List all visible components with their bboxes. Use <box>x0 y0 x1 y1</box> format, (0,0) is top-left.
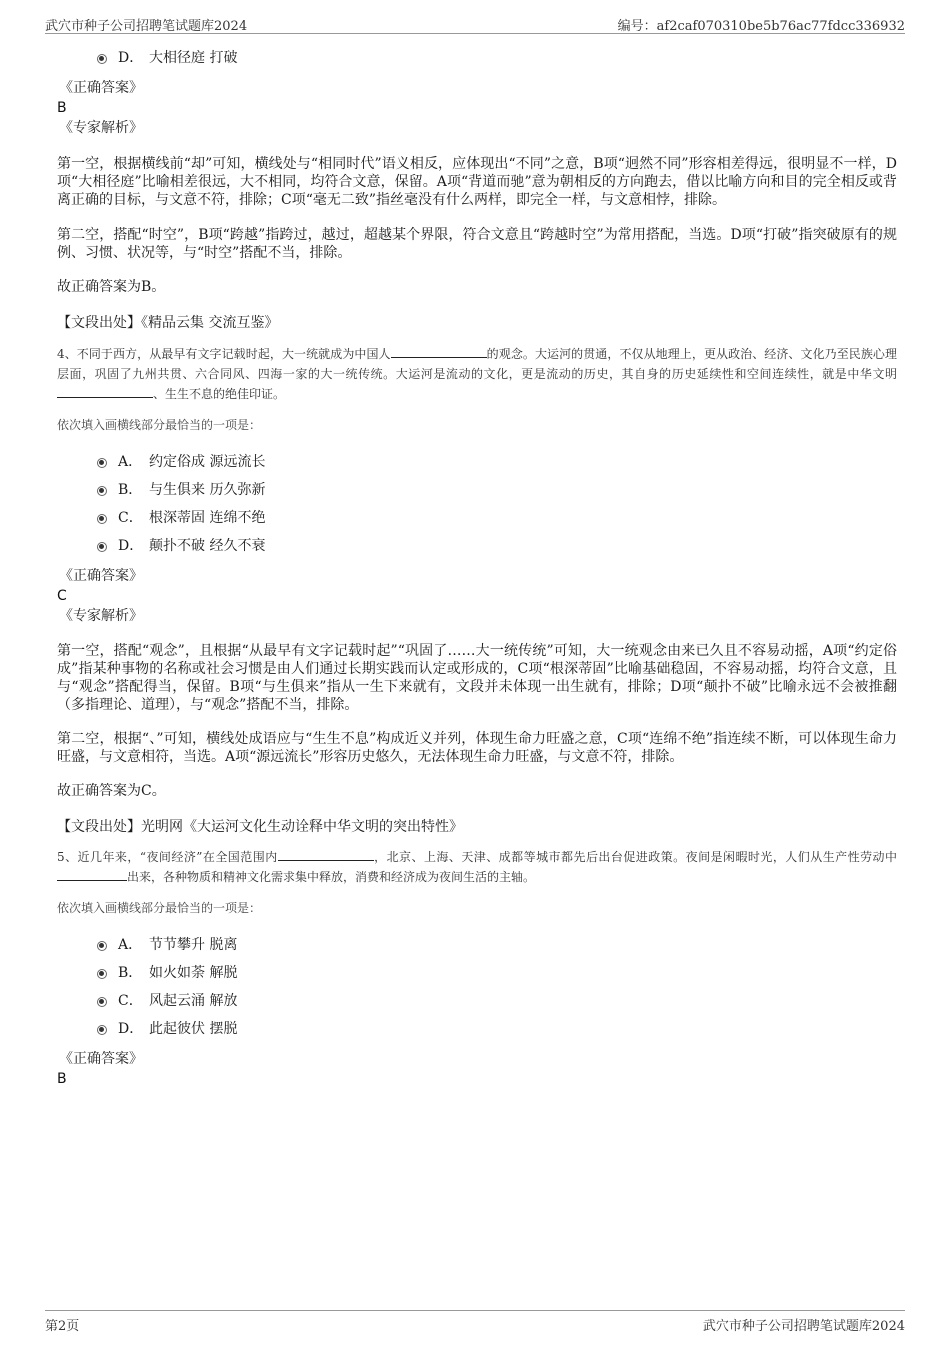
stem-part: 5、近几年来，“夜间经济”在全国范围内 <box>57 850 278 864</box>
analysis-conclusion: 故正确答案为B。 <box>57 279 166 295</box>
correct-answer-label: 《正确答案》 <box>59 80 143 96</box>
option-text: 风起云涌 解放 <box>149 993 238 1009</box>
answer-blank <box>278 848 374 861</box>
q5-option-a[interactable] <box>57 931 897 959</box>
header-doc-id: 编号：af2caf070310be5b76ac77fdcc336932 <box>617 19 905 34</box>
source-citation: 【文段出处】光明网《大运河文化生动诠释中华文明的突出特性》 <box>57 819 463 835</box>
q4-option-b[interactable] <box>57 476 897 504</box>
analysis-paragraph: 第二空，根据“、”可知，横线处成语应与“生生不息”构成近义并列，体现生命力旺盛之意，C项“连绵不绝”指连续不断，可以体现生命力旺盛，与文意相符，当选。A项“源远流长”形容历史悠久，无法体现生命力旺盛，与文意不符，排除。 <box>57 731 897 765</box>
question-stem <box>57 847 897 887</box>
correct-answer-label: 《正确答案》 <box>59 1051 143 1067</box>
answer-blank <box>57 385 153 398</box>
question-prompt: 依次填入画横线部分最恰当的一项是： <box>57 901 262 915</box>
header-title: 武穴市种子公司招聘笔试题库2024 <box>45 19 248 34</box>
expert-analysis-label: 《专家解析》 <box>59 120 143 136</box>
answer-blank <box>391 345 487 358</box>
source-citation: 【文段出处】《精品云集 交流互鉴》 <box>57 315 279 331</box>
analysis-conclusion: 故正确答案为C。 <box>57 783 166 799</box>
q5-option-d[interactable] <box>57 1015 897 1043</box>
option-letter: D． <box>118 538 144 554</box>
q4-option-a[interactable] <box>57 448 897 476</box>
q4-option-c[interactable] <box>57 504 897 532</box>
radio-icon[interactable] <box>97 54 107 64</box>
option-letter: C． <box>118 510 143 526</box>
correct-answer-value: B <box>57 1071 67 1087</box>
option-text: 此起彼伏 摆脱 <box>149 1021 238 1037</box>
radio-icon[interactable] <box>97 941 107 951</box>
analysis-paragraph: 第二空，搭配“时空”，B项“跨越”指跨过，越过，超越某个界限，符合文意且“跨越时空”为常用搭配，当选。D项“打破”指突破原有的规例、习惯、状况等，与“时空”搭配不当，排除。 <box>57 227 897 261</box>
radio-icon[interactable] <box>97 458 107 468</box>
stem-part: 、生生不息的绝佳印证。 <box>153 387 286 401</box>
radio-icon[interactable] <box>97 486 107 496</box>
radio-icon[interactable] <box>97 542 107 552</box>
radio-icon[interactable] <box>97 1025 107 1035</box>
option-letter: B． <box>118 965 143 981</box>
option-text: 如火如荼 解脱 <box>149 965 238 981</box>
option-letter: D． <box>118 1021 144 1037</box>
correct-answer-value: C <box>57 588 67 604</box>
footer-title: 武穴市种子公司招聘笔试题库2024 <box>702 1319 905 1334</box>
stem-part: 4、不同于西方，从最早有文字记载时起，大一统就成为中国人 <box>57 347 391 361</box>
correct-answer-label: 《正确答案》 <box>59 568 143 584</box>
expert-analysis-label: 《专家解析》 <box>59 608 143 624</box>
radio-icon[interactable] <box>97 969 107 979</box>
page-number: 第2页 <box>45 1319 80 1334</box>
radio-icon[interactable] <box>97 997 107 1007</box>
answer-blank <box>57 868 127 881</box>
page-content <box>57 44 897 1089</box>
option-letter: A． <box>118 937 143 953</box>
stem-part: 出来，各种物质和精神文化需求集中释放，消费和经济成为夜间生活的主轴。 <box>127 870 536 884</box>
option-text: 根深蒂固 连绵不绝 <box>149 510 266 526</box>
stem-part: ，北京、上海、天津、成都等城市都先后出台促进政策。夜间是闲暇时光，人们从生产性劳动中 <box>373 850 897 864</box>
analysis-paragraph: 第一空，根据横线前“却”可知，横线处与“相同时代”语义相反，应体现出“不同”之意，B项“迥然不同”形容相差得远，很明显不一样，D项“大相径庭”比喻相差很远，大不相同，均符合文意，保留。A项“背道而驰”意为朝相反的方向跑去，借以比喻方向和目的完全相反或背离正确的目标，与文意不符，排除；C项“毫无二致”指丝毫没有什么两样，即完全一样，与文意相悖，排除。 <box>57 156 897 208</box>
option-text: 约定俗成 源远流长 <box>149 454 266 470</box>
analysis-paragraph: 第一空，搭配“观念”，且根据“从最早有文字记载时起”“巩固了……大一统传统”可知，大一统观念由来已久且不容易动摇，A项“约定俗成”指某种事物的名称或社会习惯是由人们通过长期实践而认定或形成的，C项“根深蒂固”比喻基础稳固，不容易动摇，均符合文意，且与“观念”搭配得当，保留。B项“与生俱来”指从一生下来就有，文段并未体现一出生就有，排除；D项“颠扑不破”比喻永远不会被推翻（多指理论、道理），与“观念”搭配不当，排除。 <box>57 643 897 713</box>
option-text: 大相径庭 打破 <box>149 50 238 66</box>
option-text: 节节攀升 脱离 <box>149 937 238 953</box>
option-text: 与生俱来 历久弥新 <box>149 482 266 498</box>
q4-option-d[interactable] <box>57 532 897 560</box>
correct-answer-value: B <box>57 100 67 116</box>
page-footer <box>45 1310 905 1335</box>
question-stem <box>57 344 897 404</box>
option-letter: D． <box>118 50 144 66</box>
option-letter: C． <box>118 993 143 1009</box>
q3-option-d[interactable] <box>57 44 897 72</box>
option-text: 颠扑不破 经久不衰 <box>149 538 266 554</box>
stem-part: 的观念。大运河的贯通，不仅从地理上，更从政治、经济、文化乃至民族心理层面，巩固了九州共贯、六合同风、四海一家的大一统传统。大运河是流动的文化，更是流动的历史，其自身的历史延续性和空间连续性，就是中华文明 <box>57 347 897 381</box>
q5-option-c[interactable] <box>57 987 897 1015</box>
q5-option-b[interactable] <box>57 959 897 987</box>
option-letter: A． <box>118 454 143 470</box>
radio-icon[interactable] <box>97 514 107 524</box>
page-header <box>45 13 905 34</box>
question-prompt: 依次填入画横线部分最恰当的一项是： <box>57 418 262 432</box>
option-letter: B． <box>118 482 143 498</box>
